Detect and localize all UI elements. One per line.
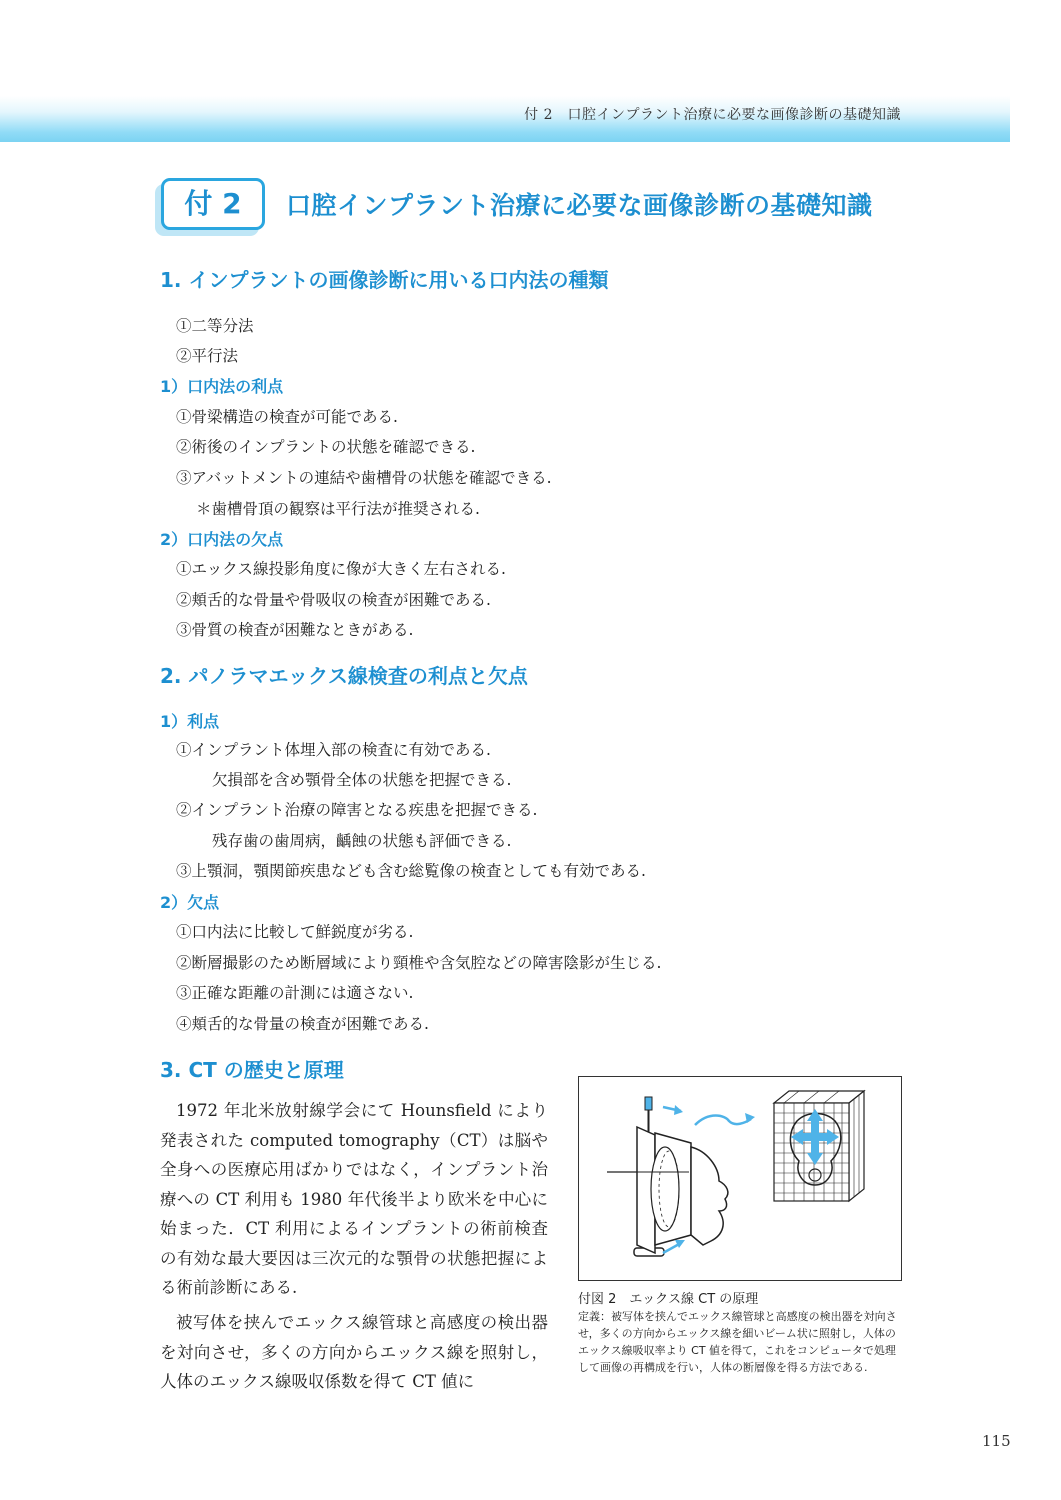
note: ＊歯槽骨頂の観察は平行法が推奨される. [196, 500, 480, 518]
section2-heading: 2. パノラマエックス線検査の利点と欠点 [160, 664, 528, 688]
list-item: ③上顎洞，顎関節疾患なども含む総覧像の検査としても有効である. [176, 862, 646, 880]
patient-head-icon [691, 1147, 728, 1245]
figure-caption: 付図 2 エックス線 CT の原理 [578, 1292, 759, 1307]
ct-diagram [579, 1077, 901, 1280]
list-item: ④頬舌的な骨量の検査が困難である. [176, 1015, 429, 1033]
list-item-continuation: 欠損部を含め顎骨全体の状態を把握できる. [212, 771, 512, 789]
xray-tube-icon [645, 1097, 652, 1110]
list-item: ①二等分法 [176, 317, 254, 335]
section1-sub1-heading: 1）口内法の利点 [160, 377, 284, 396]
list-item: ①エックス線投影角度に像が大きく左右される. [176, 560, 506, 578]
figure-description: 定義：被写体を挟んでエックス線管球と高感度の検出器を対向させ，多くの方向からエックス線を細いビーム状に照射し，人体のエックス線吸収率より CT 値を得て，これをコンピュータで処理して画像の再構成を行い，人体の断層像を得る方法である. [578, 1310, 897, 1374]
section3-heading: 3. CT の歴史と原理 [160, 1058, 344, 1082]
list-item: ②術後のインプラントの状態を確認できる. [176, 438, 476, 456]
section2-sub1-heading: 1）利点 [160, 712, 220, 731]
list-item: ③骨質の検査が困難なときがある. [176, 621, 414, 639]
section3-paragraph-1: 1972 年北米放射線学会にて Hounsfield により発表された computed tomography（CT）は脳や全身への医療応用ばかりではなく，インプラント治療への CT 利用も 1980 年代後半より欧米を中心に始まった．CT 利用によるインプラントの術前検査の有効な最大要因は三次元的な顎骨の状態把握による術前診断にある. [160, 1101, 548, 1297]
chapter-title: 口腔インプラント治療に必要な画像診断の基礎知識 [286, 191, 873, 220]
list-item-continuation: 残存歯の歯周病，齲蝕の状態も評価できる. [212, 832, 512, 850]
section3-paragraph-2: 被写体を挟んでエックス線管球と高感度の検出器を対向させ，多くの方向からエックス線を照射し，人体のエックス線吸収係数を得て CT 値に [160, 1313, 548, 1391]
list-item: ①インプラント体埋入部の検査に有効である. [176, 741, 491, 759]
ct-principle-figure [578, 1076, 902, 1281]
section1-sub2-heading: 2）口内法の欠点 [160, 530, 284, 549]
list-item: ③アバットメントの連結や歯槽骨の状態を確認できる. [176, 469, 552, 487]
list-item: ③正確な距離の計測には適さない. [176, 984, 414, 1002]
page-number: 115 [982, 1432, 1011, 1450]
list-item: ①口内法に比較して鮮鋭度が劣る. [176, 923, 414, 941]
list-item: ②平行法 [176, 347, 239, 365]
list-item: ②頬舌的な骨量や骨吸収の検査が困難である. [176, 591, 491, 609]
appendix-label-box: 付 2 [161, 178, 265, 230]
section1-heading: 1. インプラントの画像診断に用いる口内法の種類 [160, 268, 609, 292]
list-item: ①骨梁構造の検査が可能である. [176, 408, 398, 426]
wavy-arrow-icon [695, 1116, 751, 1126]
list-item: ②インプラント治療の障害となる疾患を把握できる. [176, 801, 538, 819]
running-header: 付 2 口腔インプラント治療に必要な画像診断の基礎知識 [524, 107, 901, 123]
list-item: ②断層撮影のため断層域により頸椎や含気腔などの障害陰影が生じる. [176, 954, 662, 972]
section2-sub2-heading: 2）欠点 [160, 893, 220, 912]
